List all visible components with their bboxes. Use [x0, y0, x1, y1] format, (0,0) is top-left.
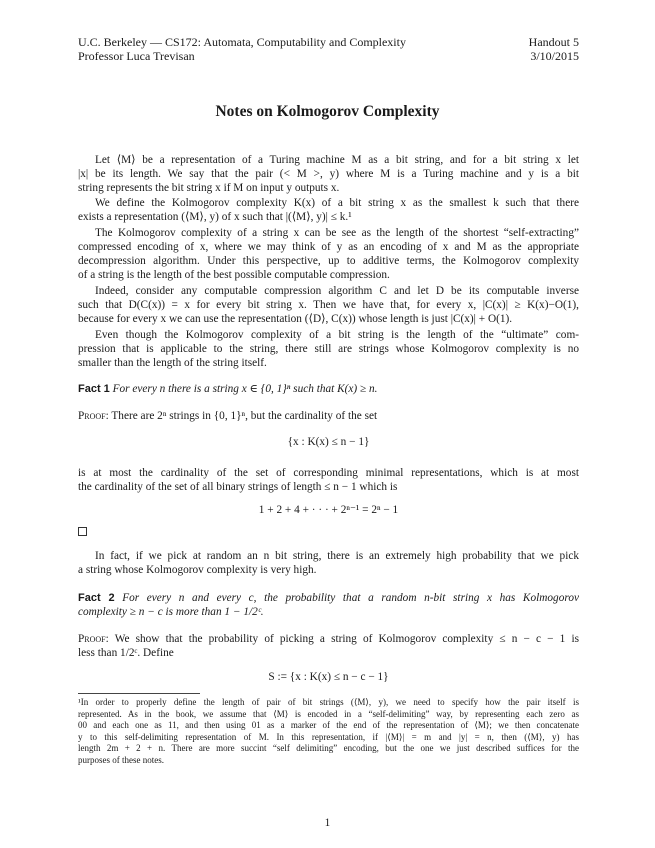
paragraph-1: [78, 153, 579, 195]
footnote-rule: [78, 693, 200, 694]
handout-number: Handout 5: [528, 35, 579, 49]
paragraph-6: [78, 466, 579, 494]
proof-2-text: We show that the probability of picking a string of Kolmogorov complexity ≤ n − c − 1 is: [114, 633, 579, 645]
text-line: complexity ≥ n − c is more than 1 − 1/2ᶜ.: [78, 606, 264, 618]
proof-1-label: Proof:: [78, 410, 109, 422]
proof-2: [78, 632, 579, 660]
text-line: is at most the cardinality of the set of corresponding minimal representations, which is at most: [78, 467, 579, 479]
fact-1-statement: For every n there is a string x ∈ {0, 1}ⁿ such that K(x) ≥ n.: [112, 383, 378, 395]
qed-symbol: [78, 527, 87, 536]
text-line: We define the Kolmogorov complexity K(x) of a bit string x as the smallest k such that there: [95, 197, 579, 209]
paragraph-3: [78, 226, 579, 282]
text-line: The Kolmogorov complexity of a string x can be see as the length of the shortest “self-extracting”: [95, 227, 579, 239]
text-line: smaller than the length of the string itself.: [78, 357, 267, 369]
equation-3: S := {x : K(x) ≤ n − c − 1}: [268, 671, 389, 683]
footnote-line: y to this self-delimiting representation of M. In this representation, if |⟨M⟩| = m and |y| = n, then (⟨M⟩, y) has: [78, 731, 579, 742]
text-line: the cardinality of the set of all binary strings of length ≤ n − 1 which is: [78, 481, 398, 493]
text-line: Let ⟨M⟩ be a representation of a Turing machine M as a bit string, and for a bit string x let: [95, 154, 579, 166]
fact-1: [78, 382, 579, 396]
text-line: a string whose Kolmogorov complexity is very high.: [78, 564, 317, 576]
text-line: of a string is the length of the best possible computable compression.: [78, 269, 390, 281]
text-line: exists a representation (⟨M⟩, y) of x such that |(⟨M⟩, y)| ≤ k.¹: [78, 211, 352, 223]
text-line: Even though the Kolmogorov complexity of a bit string is the length of the “ultimate” com-: [95, 329, 579, 341]
text-line: In fact, if we pick at random an n bit string, there is an extremely high probability that we pick: [95, 550, 579, 562]
footnote-line: purposes of these notes.: [78, 754, 164, 765]
footnote-line: represented. As in the book, we assume that ⟨M⟩ is encoded in a “self-delimiting” way, by representing each zero as: [78, 708, 579, 719]
proof-1-text: There are 2ⁿ strings in {0, 1}ⁿ, but the cardinality of the set: [111, 410, 378, 422]
header-right: [529, 35, 579, 63]
course-title: U.C. Berkeley — CS172: Automata, Computability and Complexity: [78, 35, 406, 49]
fact-1-label: Fact 1: [78, 383, 110, 395]
text-line: decompression algorithm. Under this perspective, up to additive terms, the Kolmogorov complexity: [78, 255, 579, 267]
equation-1: {x : K(x) ≤ n − 1}: [287, 436, 370, 448]
footnote-line: 00 and each one as 11, and then using 01 as a marker of the end of the representation of ⟨M⟩; we then concatenate: [78, 720, 579, 731]
equation-2: 1 + 2 + 4 + · · · + 2ⁿ⁻¹ = 2ⁿ − 1: [258, 504, 399, 516]
footnote-line: length 2m + 2 + n. There are more succint “self delimiting” encoding, but the one we just described suffices for the: [78, 743, 579, 754]
paragraph-4: [78, 284, 579, 326]
proof-1: [78, 409, 579, 423]
text-line: [78, 591, 579, 605]
text-line: such that D(C(x)) = x for every bit string x. Then we have that, for every x, |C(x)| ≥ K(x)−O(1),: [78, 299, 579, 311]
header-left: [78, 35, 406, 63]
page-number: 1: [324, 817, 331, 829]
text-line: compressed encoding of x, where we may think of y as an encoding of x and M as the appropriate: [78, 241, 579, 253]
handout-date: 3/10/2015: [530, 49, 579, 63]
text-line: less than 1/2ᶜ. Define: [78, 647, 174, 659]
paragraph-2: [78, 196, 579, 224]
text-line: Indeed, consider any computable compression algorithm C and let D be its computable inverse: [95, 285, 579, 297]
paragraph-7: [78, 549, 579, 577]
fact-2: [78, 591, 579, 619]
fact-2-label: Fact 2: [78, 592, 115, 604]
footnote-line: ¹In order to properly define the length of pair of bit strings (⟨M⟩, y), we need to specify how the pair itself is: [78, 697, 579, 707]
text-line: because for every x we can use the representation (⟨D⟩, C(x)) whose length is just |C(x)| + O(1).: [78, 313, 513, 325]
document-title: Notes on Kolmogorov Complexity: [215, 103, 440, 120]
text-line: [78, 632, 579, 646]
fact-2-statement: For every n and every c, the probability that a random n-bit string x has Kolmogorov: [122, 592, 579, 604]
text-line: string represents the bit string x if M on input y outputs x.: [78, 182, 340, 194]
text-line: |x| be its length. We say that the pair (< M >, y) where M is a Turing machine and y is a bit: [78, 168, 579, 180]
proof-2-label: Proof:: [78, 633, 109, 645]
paragraph-5: [78, 328, 579, 370]
footnote: [78, 697, 579, 767]
professor-name: Professor Luca Trevisan: [78, 49, 195, 63]
text-line: pression that is applicable to the string, there still are strings whose Kolmogorov complexity is no: [78, 343, 579, 355]
